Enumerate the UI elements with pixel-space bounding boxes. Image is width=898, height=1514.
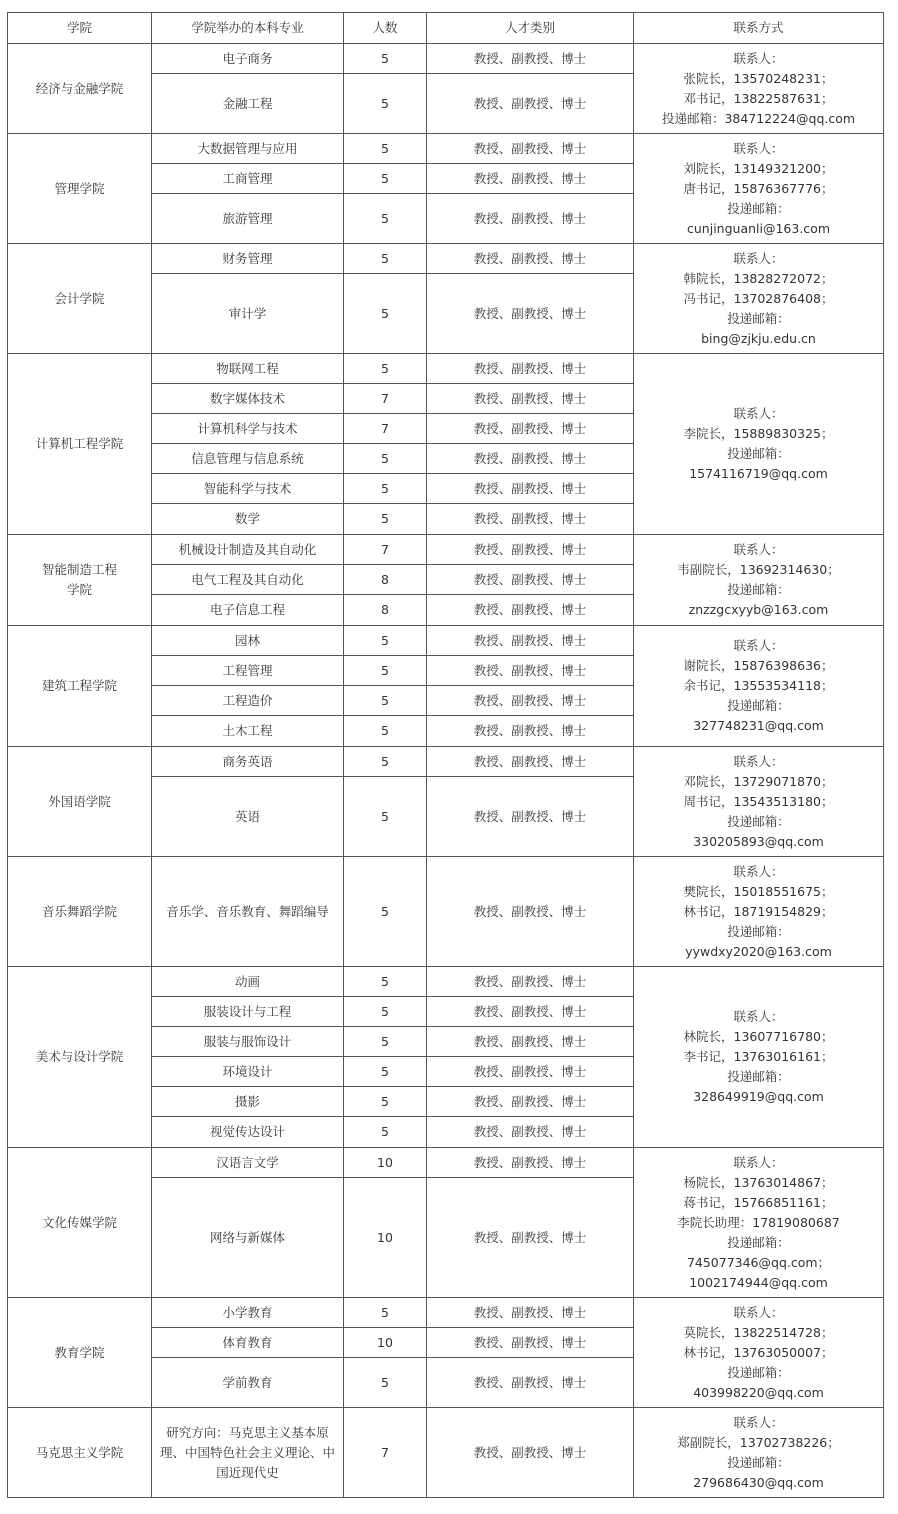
headcount: 8 bbox=[344, 565, 427, 595]
table-row bbox=[8, 244, 884, 274]
contact-line: 联系人： bbox=[733, 140, 784, 156]
contact-line: 联系人： bbox=[733, 1414, 784, 1430]
headcount: 5 bbox=[344, 1027, 427, 1057]
headcount: 5 bbox=[344, 716, 427, 747]
contact-line: 投递邮箱： bbox=[727, 200, 790, 216]
headcount: 5 bbox=[344, 1298, 427, 1328]
contact-line: 联系人： bbox=[733, 1154, 784, 1170]
contact-line: 联系人： bbox=[733, 406, 784, 421]
talent-type: 教授、副教授、博士 bbox=[427, 1087, 634, 1117]
header-college: 学院 bbox=[8, 13, 152, 44]
talent-type: 教授、副教授、博士 bbox=[427, 504, 634, 535]
major-name: 数学 bbox=[152, 504, 344, 535]
talent-type: 教授、副教授、博士 bbox=[427, 1027, 634, 1057]
major-name: 物联网工程 bbox=[152, 354, 344, 384]
major-name: 审计学 bbox=[152, 274, 344, 354]
headcount: 10 bbox=[344, 1178, 427, 1298]
talent-type: 教授、副教授、博士 bbox=[427, 997, 634, 1027]
contact-line: znzzgcxyyb@163.com bbox=[688, 602, 829, 617]
contact-line: 唐书记，15876367776； bbox=[683, 180, 834, 196]
talent-type: 教授、副教授、博士 bbox=[427, 1148, 634, 1178]
contact-line: 周书记，13543513180； bbox=[683, 793, 834, 809]
headcount: 5 bbox=[344, 1358, 427, 1408]
contact-line: 邓院长，13729071870； bbox=[683, 773, 834, 789]
header-contact: 联系方式 bbox=[634, 13, 884, 44]
major-name: 电子信息工程 bbox=[152, 595, 344, 626]
headcount: 5 bbox=[344, 747, 427, 777]
table-row bbox=[8, 626, 884, 656]
major-name: 工程管理 bbox=[152, 656, 344, 686]
table-row bbox=[8, 354, 884, 384]
contact-info bbox=[634, 857, 884, 967]
contact-info bbox=[634, 354, 884, 535]
major-name: 学前教育 bbox=[152, 1358, 344, 1408]
talent-type: 教授、副教授、博士 bbox=[427, 967, 634, 997]
contact-line: 投递邮箱： bbox=[727, 813, 790, 829]
contact-line: 联系人： bbox=[733, 50, 784, 66]
contact-line: 李书记，13763016161； bbox=[683, 1049, 834, 1064]
talent-type: 教授、副教授、博士 bbox=[427, 626, 634, 656]
talent-type: 教授、副教授、博士 bbox=[427, 716, 634, 747]
contact-line: 1002174944@qq.com bbox=[689, 1274, 828, 1290]
talent-type: 教授、副教授、博士 bbox=[427, 1408, 634, 1498]
contact-line: 联系人： bbox=[733, 1009, 784, 1024]
contact-line: 韩院长，13828272072； bbox=[683, 270, 834, 286]
contact-line: 余书记，13553534118； bbox=[683, 678, 834, 693]
contact-line: yywdxy2020@163.com bbox=[685, 943, 832, 959]
table-row bbox=[8, 967, 884, 997]
contact-line: 李院长，15889830325； bbox=[683, 426, 834, 441]
table-header-row bbox=[8, 13, 884, 44]
major-name: 金融工程 bbox=[152, 74, 344, 134]
major-name: 机械设计制造及其自动化 bbox=[152, 535, 344, 565]
talent-type: 教授、副教授、博士 bbox=[427, 535, 634, 565]
table-row bbox=[8, 1408, 884, 1498]
headcount: 8 bbox=[344, 595, 427, 626]
headcount: 5 bbox=[344, 967, 427, 997]
contact-info bbox=[634, 1408, 884, 1498]
talent-type: 教授、副教授、博士 bbox=[427, 595, 634, 626]
headcount: 5 bbox=[344, 134, 427, 164]
contact-line: 联系人： bbox=[733, 753, 784, 769]
headcount: 5 bbox=[344, 44, 427, 74]
major-name: 数字媒体技术 bbox=[152, 384, 344, 414]
talent-type: 教授、副教授、博士 bbox=[427, 274, 634, 354]
headcount: 10 bbox=[344, 1148, 427, 1178]
contact-line: 投递邮箱：384712224@qq.com bbox=[661, 110, 856, 126]
major-name: 智能科学与技术 bbox=[152, 474, 344, 504]
contact-line: 403998220@qq.com bbox=[693, 1384, 824, 1400]
headcount: 10 bbox=[344, 1328, 427, 1358]
headcount: 7 bbox=[344, 1408, 427, 1498]
talent-type: 教授、副教授、博士 bbox=[427, 565, 634, 595]
contact-line: 联系人： bbox=[733, 542, 784, 557]
contact-line: 投递邮箱： bbox=[727, 1454, 790, 1470]
headcount: 5 bbox=[344, 656, 427, 686]
major-name: 工商管理 bbox=[152, 164, 344, 194]
contact-line: 联系人： bbox=[733, 638, 784, 653]
major-name: 摄影 bbox=[152, 1087, 344, 1117]
headcount: 7 bbox=[344, 384, 427, 414]
talent-type: 教授、副教授、博士 bbox=[427, 474, 634, 504]
contact-line: 投递邮箱： bbox=[727, 923, 790, 939]
contact-line: 327748231@qq.com bbox=[693, 718, 824, 733]
headcount: 7 bbox=[344, 535, 427, 565]
college-name: 建筑工程学院 bbox=[8, 626, 152, 747]
college-name: 智能制造工程学院 bbox=[8, 535, 152, 626]
major-name: 动画 bbox=[152, 967, 344, 997]
headcount: 5 bbox=[344, 777, 427, 857]
college-name: 管理学院 bbox=[8, 134, 152, 244]
major-name: 服装与服饰设计 bbox=[152, 1027, 344, 1057]
headcount: 5 bbox=[344, 274, 427, 354]
major-name: 园林 bbox=[152, 626, 344, 656]
major-name: 计算机科学与技术 bbox=[152, 414, 344, 444]
table-body bbox=[8, 44, 884, 1498]
talent-type: 教授、副教授、博士 bbox=[427, 384, 634, 414]
contact-line: 邓书记，13822587631； bbox=[683, 90, 834, 106]
major-name: 音乐学、音乐教育、舞蹈编导 bbox=[152, 857, 344, 967]
contact-line: 联系人： bbox=[733, 1304, 784, 1320]
contact-line: 745077346@qq.com； bbox=[686, 1254, 831, 1270]
talent-type: 教授、副教授、博士 bbox=[427, 1358, 634, 1408]
contact-line: 联系人： bbox=[733, 863, 784, 879]
contact-line: 杨院长，13763014867； bbox=[683, 1174, 834, 1190]
college-name: 教育学院 bbox=[8, 1298, 152, 1408]
major-name: 网络与新媒体 bbox=[152, 1178, 344, 1298]
contact-line: 328649919@qq.com bbox=[693, 1089, 824, 1104]
headcount: 5 bbox=[344, 444, 427, 474]
contact-line: 投递邮箱： bbox=[727, 582, 790, 597]
contact-line: 刘院长，13149321200； bbox=[683, 160, 834, 176]
college-name: 计算机工程学院 bbox=[8, 354, 152, 535]
table-row bbox=[8, 535, 884, 565]
header-talent: 人才类别 bbox=[427, 13, 634, 44]
contact-line: 李院长助理：17819080687 bbox=[677, 1214, 840, 1230]
talent-type: 教授、副教授、博士 bbox=[427, 686, 634, 716]
talent-type: 教授、副教授、博士 bbox=[427, 134, 634, 164]
college-name: 经济与金融学院 bbox=[8, 44, 152, 134]
contact-line: 冯书记，13702876408； bbox=[683, 290, 834, 306]
table-row bbox=[8, 134, 884, 164]
college-name: 会计学院 bbox=[8, 244, 152, 354]
major-name: 商务英语 bbox=[152, 747, 344, 777]
talent-type: 教授、副教授、博士 bbox=[427, 1298, 634, 1328]
contact-info bbox=[634, 967, 884, 1148]
headcount: 5 bbox=[344, 1057, 427, 1087]
major-name: 体育教育 bbox=[152, 1328, 344, 1358]
talent-type: 教授、副教授、博士 bbox=[427, 244, 634, 274]
college-name: 音乐舞蹈学院 bbox=[8, 857, 152, 967]
headcount: 5 bbox=[344, 354, 427, 384]
contact-line: 投递邮箱： bbox=[727, 310, 790, 326]
major-name: 汉语言文学 bbox=[152, 1148, 344, 1178]
headcount: 5 bbox=[344, 626, 427, 656]
major-name: 研究方向：马克思主义基本原理、中国特色社会主义理论、中国近现代史 bbox=[152, 1408, 344, 1498]
contact-line: 郑副院长，13702738226； bbox=[677, 1434, 840, 1450]
headcount: 5 bbox=[344, 504, 427, 535]
major-name: 环境设计 bbox=[152, 1057, 344, 1087]
talent-type: 教授、副教授、博士 bbox=[427, 194, 634, 244]
contact-line: 蒋书记，15766851161； bbox=[683, 1194, 834, 1210]
contact-line: 谢院长，15876398636； bbox=[683, 658, 834, 673]
contact-line: 张院长，13570248231； bbox=[683, 70, 834, 86]
contact-line: 投递邮箱： bbox=[727, 1234, 790, 1250]
talent-type: 教授、副教授、博士 bbox=[427, 656, 634, 686]
headcount: 5 bbox=[344, 997, 427, 1027]
major-name: 电气工程及其自动化 bbox=[152, 565, 344, 595]
talent-type: 教授、副教授、博士 bbox=[427, 777, 634, 857]
college-name: 美术与设计学院 bbox=[8, 967, 152, 1148]
talent-type: 教授、副教授、博士 bbox=[427, 354, 634, 384]
headcount: 5 bbox=[344, 1117, 427, 1148]
contact-info bbox=[634, 44, 884, 134]
headcount: 7 bbox=[344, 414, 427, 444]
contact-line: 1574116719@qq.com bbox=[689, 466, 828, 481]
contact-line: 279686430@qq.com bbox=[693, 1474, 824, 1490]
contact-line: 樊院长，15018551675； bbox=[683, 883, 834, 899]
major-name: 财务管理 bbox=[152, 244, 344, 274]
talent-type: 教授、副教授、博士 bbox=[427, 1117, 634, 1148]
table-row bbox=[8, 1148, 884, 1178]
contact-info bbox=[634, 134, 884, 244]
header-count: 人数 bbox=[344, 13, 427, 44]
talent-type: 教授、副教授、博士 bbox=[427, 164, 634, 194]
major-name: 电子商务 bbox=[152, 44, 344, 74]
headcount: 5 bbox=[344, 164, 427, 194]
major-name: 信息管理与信息系统 bbox=[152, 444, 344, 474]
headcount: 5 bbox=[344, 474, 427, 504]
table-row bbox=[8, 44, 884, 74]
major-name: 旅游管理 bbox=[152, 194, 344, 244]
talent-type: 教授、副教授、博士 bbox=[427, 74, 634, 134]
contact-line: bing@zjkju.edu.cn bbox=[701, 330, 816, 346]
talent-type: 教授、副教授、博士 bbox=[427, 857, 634, 967]
contact-line: 联系人： bbox=[733, 250, 784, 266]
contact-line: 林书记，18719154829； bbox=[683, 903, 834, 919]
talent-type: 教授、副教授、博士 bbox=[427, 444, 634, 474]
headcount: 5 bbox=[344, 194, 427, 244]
contact-info bbox=[634, 626, 884, 747]
contact-line: 林院长，13607716780； bbox=[683, 1029, 834, 1044]
headcount: 5 bbox=[344, 74, 427, 134]
major-name: 工程造价 bbox=[152, 686, 344, 716]
contact-info bbox=[634, 535, 884, 626]
major-name: 英语 bbox=[152, 777, 344, 857]
contact-line: 投递邮箱： bbox=[727, 698, 790, 713]
contact-line: 投递邮箱： bbox=[727, 1364, 790, 1380]
headcount: 5 bbox=[344, 1087, 427, 1117]
college-name: 马克思主义学院 bbox=[8, 1408, 152, 1498]
talent-type: 教授、副教授、博士 bbox=[427, 1057, 634, 1087]
talent-type: 教授、副教授、博士 bbox=[427, 1328, 634, 1358]
major-name: 土木工程 bbox=[152, 716, 344, 747]
major-name: 小学教育 bbox=[152, 1298, 344, 1328]
recruitment-table bbox=[7, 12, 884, 1498]
talent-type: 教授、副教授、博士 bbox=[427, 44, 634, 74]
headcount: 5 bbox=[344, 244, 427, 274]
table-row bbox=[8, 747, 884, 777]
table-row bbox=[8, 1298, 884, 1328]
contact-line: 莫院长，13822514728； bbox=[683, 1324, 834, 1340]
header-major: 学院举办的本科专业 bbox=[152, 13, 344, 44]
headcount: 5 bbox=[344, 857, 427, 967]
talent-type: 教授、副教授、博士 bbox=[427, 1178, 634, 1298]
headcount: 5 bbox=[344, 686, 427, 716]
contact-info bbox=[634, 747, 884, 857]
talent-type: 教授、副教授、博士 bbox=[427, 747, 634, 777]
contact-line: 投递邮箱： bbox=[727, 1069, 790, 1084]
college-name: 文化传媒学院 bbox=[8, 1148, 152, 1298]
contact-line: 330205893@qq.com bbox=[693, 833, 824, 849]
contact-line: 投递邮箱： bbox=[727, 446, 790, 461]
major-name: 视觉传达设计 bbox=[152, 1117, 344, 1148]
talent-type: 教授、副教授、博士 bbox=[427, 414, 634, 444]
major-name: 大数据管理与应用 bbox=[152, 134, 344, 164]
contact-info bbox=[634, 1298, 884, 1408]
contact-line: 林书记，13763050007； bbox=[683, 1344, 834, 1360]
college-name: 外国语学院 bbox=[8, 747, 152, 857]
major-name: 服装设计与工程 bbox=[152, 997, 344, 1027]
contact-line: cunjinguanli@163.com bbox=[687, 220, 830, 236]
contact-line: 韦副院长，13692314630； bbox=[677, 562, 840, 577]
contact-info bbox=[634, 1148, 884, 1298]
table-row bbox=[8, 857, 884, 967]
contact-info bbox=[634, 244, 884, 354]
